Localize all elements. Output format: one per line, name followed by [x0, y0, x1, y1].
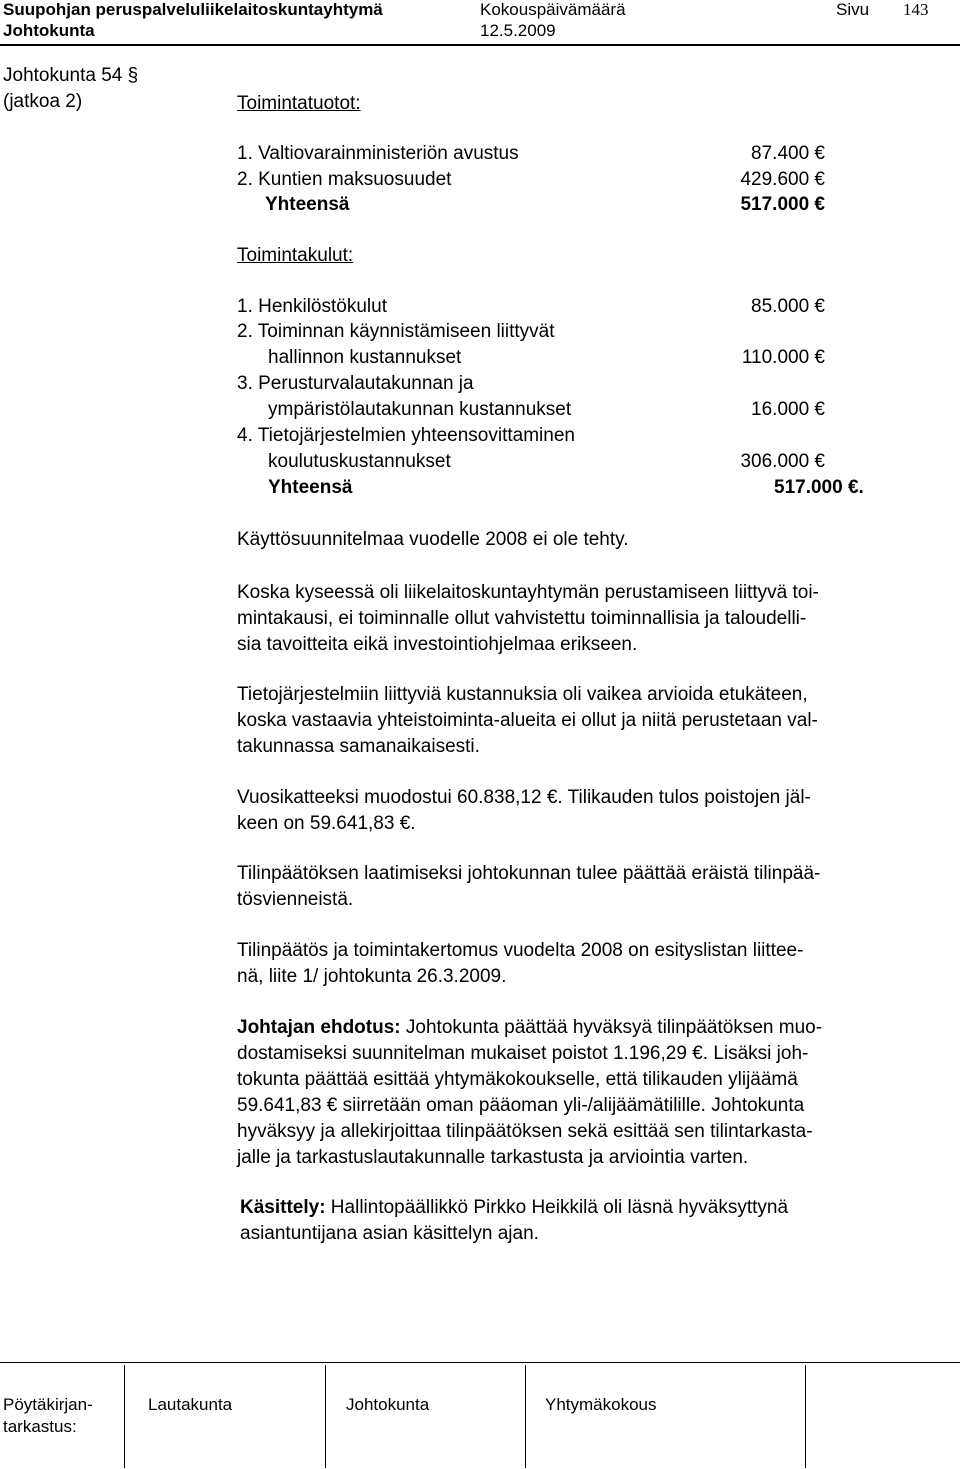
header-meeting-date-label: Kokouspäivämäärä — [480, 0, 626, 19]
proposal-text: Johtokunta päättää hyväksyä tilinpäätöksen muo- — [400, 1017, 823, 1038]
paragraph: Käyttösuunnitelmaa vuodelle 2008 ei ole tehty. — [237, 529, 629, 550]
income-total-amount: 517.000 € — [740, 194, 825, 215]
header-page-label: Sivu — [836, 0, 870, 19]
paragraph — [237, 785, 927, 837]
paragraph-line: Tilinpäätöksen laatimiseksi johtokunnan tulee päättää eräistä tilinpää- — [237, 863, 821, 884]
income-item-amount: 429.600 € — [740, 169, 825, 190]
header-body: Johtokunta — [3, 21, 95, 40]
cost-item-line: 4. Tietojärjestelmien yhteensovittaminen — [237, 425, 575, 446]
paragraph-line — [237, 1015, 927, 1041]
income-total-label: Yhteensä — [265, 194, 350, 215]
paragraph-line: nä, liite 1/ johtokunta 26.3.2009. — [237, 966, 507, 987]
handling-label: Käsittely: — [240, 1197, 326, 1218]
paragraph — [237, 861, 927, 913]
paragraph-line: dostamiseksi suunnitelman mukaiset poistot 1.196,29 €. Lisäksi joh- — [237, 1043, 809, 1064]
footer-divider — [525, 1365, 526, 1468]
footer-divider — [805, 1365, 806, 1468]
footer-rule — [0, 1362, 960, 1363]
footer-directorate-label: Johtokunta — [346, 1395, 430, 1414]
cost-item-line: koulutuskustannukset — [268, 451, 451, 472]
cost-item-line: ympäristölautakunnan kustannukset — [268, 399, 572, 420]
paragraph — [237, 938, 927, 990]
cost-item-line: hallinnon kustannukset — [268, 347, 462, 368]
paragraph-line: keen on 59.641,83 €. — [237, 813, 416, 834]
handling-paragraph — [240, 1195, 930, 1247]
paragraph-line: mintakausi, ei toiminnalle ollut vahvistettu toiminnallisia ja taloudelli- — [237, 608, 807, 629]
proposal-paragraph — [237, 1015, 927, 1171]
cost-item-amount: 16.000 € — [751, 399, 825, 420]
paragraph-line: tösvienneistä. — [237, 889, 354, 910]
header-date: 12.5.2009 — [480, 21, 556, 40]
paragraph — [237, 580, 927, 658]
paragraph-line: Tietojärjestelmiin liittyviä kustannuksia oli vaikea arvioida etukäteen, — [237, 684, 808, 705]
cost-item-amount: 110.000 € — [741, 347, 825, 368]
paragraph-line: asiantuntijana asian käsittelyn ajan. — [240, 1223, 539, 1244]
paragraph-line: hyväksyy ja allekirjoittaa tilinpäätöksen sekä esittää sen tilintarkasta- — [237, 1121, 813, 1142]
income-item-label: 2. Kuntien maksuosuudet — [237, 169, 452, 190]
footer-divider — [124, 1365, 125, 1468]
income-item-label: 1. Valtiovarainministeriön avustus — [237, 143, 519, 164]
paragraph-line: 59.641,83 € siirretään oman pääoman yli-/alijäämätilille. Johtokunta — [237, 1095, 805, 1116]
paragraph-line: tokunta päättää esittää yhtymäkokoukselle, että tilikauden ylijäämä — [237, 1069, 798, 1090]
costs-total-amount: 517.000 €. — [774, 477, 864, 498]
proposal-label: Johtajan ehdotus: — [237, 1017, 401, 1038]
section-id: Johtokunta 54 § — [3, 65, 139, 86]
paragraph-line: Vuosikatteeksi muodostui 60.838,12 €. Tilikauden tulos poistojen jäl- — [237, 787, 811, 808]
income-heading: Toimintatuotot: — [237, 93, 361, 114]
header-page-number: 143 — [903, 0, 929, 19]
header-org: Suupohjan peruspalveluliikelaitoskuntayhtymä — [3, 0, 383, 19]
paragraph-line: Koska kyseessä oli liikelaitoskuntayhtymän perustamiseen liittyvä toi- — [237, 582, 819, 603]
paragraph-line: Tilinpäätös ja toimintakertomus vuodelta 2008 on esityslistan liittee- — [237, 940, 804, 961]
income-item-amount: 87.400 € — [751, 143, 825, 164]
paragraph-line — [240, 1195, 930, 1221]
handling-text: Hallintopäällikkö Pirkko Heikkilä oli läsnä hyväksyttynä — [325, 1197, 789, 1218]
costs-total-label: Yhteensä — [268, 477, 353, 498]
costs-heading: Toimintakulut: — [237, 245, 354, 266]
paragraph-line: sia tavoitteita eikä investointiohjelmaa erikseen. — [237, 634, 638, 655]
paragraph-line: koska vastaavia yhteistoiminta-alueita ei ollut ja niitä perustetaan val- — [237, 710, 818, 731]
header-rule — [0, 44, 960, 46]
footer-assembly-label: Yhtymäkokous — [545, 1395, 657, 1414]
cost-item-amount: 85.000 € — [751, 296, 825, 317]
paragraph-line: takunnassa samanaikaisesti. — [237, 736, 480, 757]
cost-item-line: 3. Perusturvalautakunnan ja — [237, 373, 474, 394]
cost-item-amount: 306.000 € — [740, 451, 825, 472]
section-continuation: (jatkoa 2) — [3, 91, 83, 112]
paragraph — [237, 682, 927, 760]
footer-reviewers-label: Pöytäkirjan- — [3, 1395, 93, 1414]
paragraph-line: jalle ja tarkastuslautakunnalle tarkastusta ja arviointia varten. — [237, 1147, 749, 1168]
footer-reviewers-label-2: tarkastus: — [3, 1417, 77, 1436]
footer-board-label: Lautakunta — [148, 1395, 233, 1414]
cost-item-line: 1. Henkilöstökulut — [237, 296, 387, 317]
footer-divider — [325, 1365, 326, 1468]
cost-item-line: 2. Toiminnan käynnistämiseen liittyvät — [237, 321, 555, 342]
